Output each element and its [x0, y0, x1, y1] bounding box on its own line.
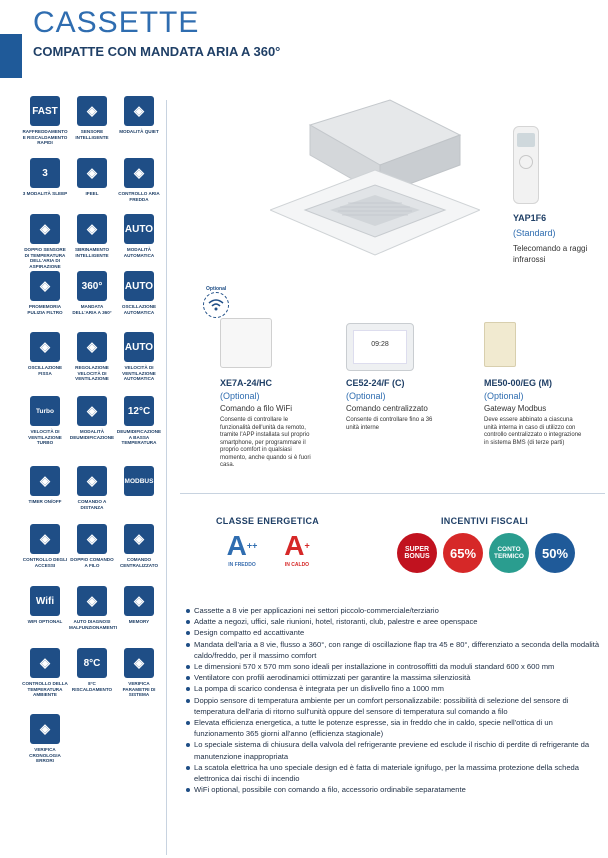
energy-heat-label: IN CALDO	[284, 562, 310, 568]
filter-icon: ◈	[30, 271, 60, 301]
energy-heat-plus: +	[304, 540, 310, 551]
bullet-item: WiFi optional, possibile con comando a filo, accessorio ordinabile separatamente	[186, 784, 604, 795]
energy-cool-grade: A	[226, 530, 247, 561]
feature-item	[69, 271, 115, 315]
feature-label: MODALITÀ QUIET	[119, 129, 159, 134]
central-icon: ◈	[124, 524, 154, 554]
feature-label: CONTROLLO ARIA FREDDA	[118, 191, 160, 202]
feature-item	[22, 158, 68, 197]
feature-item	[116, 332, 162, 382]
accessory-option: (Optional)	[484, 391, 524, 401]
feature-item	[22, 648, 68, 698]
feature-label: DOPPIO SENSORE DI TEMPERATURA DELL'ARIA DI ASPIRAZIONE	[24, 247, 66, 269]
sensor-icon: ◈	[77, 96, 107, 126]
central-controller-image	[346, 323, 414, 371]
feature-item	[116, 524, 162, 568]
feature-label: VELOCITÀ DI VENTILAZIONE AUTOMATICA	[122, 365, 156, 381]
feature-wifi-icon: Wifi	[30, 586, 60, 616]
feature-item	[22, 214, 68, 269]
accessory-desc: Consente di controllare fino a 36 unità interne	[346, 417, 433, 431]
feature-item	[69, 586, 115, 630]
feature-label: TIMER ON/OFF	[28, 499, 62, 504]
accessory-option: (Optional)	[220, 391, 260, 401]
feature-item	[69, 524, 115, 568]
remote-option: (Standard)	[513, 228, 556, 238]
feature-item	[69, 396, 115, 440]
feature-auto-icon: AUTO	[124, 271, 154, 301]
feature-item	[116, 466, 162, 496]
energy-cool-label: IN FREDDO	[228, 562, 256, 568]
feature-label: VERIFICA PARAMETRI DI SISTEMA	[122, 681, 156, 697]
bullet-item: Ventilatore con profili aerodinamici ottimizzati per garantire la massima silenziosità	[186, 672, 604, 683]
accessory-name: Comando a filo WiFi	[220, 404, 293, 413]
accessory-code: XE7A-24/HC	[220, 378, 273, 388]
divider-vertical	[166, 100, 167, 855]
feature-label: AUTO DIAGNOSI MALFUNZIONAMENTI	[69, 619, 117, 630]
bullet-item: Elevata efficienza energetica, a tutte le potenze espresse, sia in freddo che in caldo, specie nell'ottica di un funzionamento 365 giorni all'anno (efficienza stagionale)	[186, 717, 604, 739]
bullet-item: Adatte a negozi, uffici, sale riunioni, hotel, ristoranti, club, palestre e aree openspace	[186, 616, 604, 627]
page-title: CASSETTE	[33, 6, 200, 39]
remote-code: YAP1F6	[513, 213, 547, 223]
feature-3-icon: 3	[30, 158, 60, 188]
quiet-icon: ◈	[124, 96, 154, 126]
feature-bullet-list	[186, 605, 604, 795]
feature-item	[116, 271, 162, 315]
feature-item	[22, 524, 68, 568]
feature-item	[22, 586, 68, 625]
optional-badge-label: Optional	[206, 286, 227, 292]
feature-item	[116, 96, 162, 135]
feature-label: 8°C RISCALDAMENTO	[71, 681, 113, 692]
feature-auto-icon: AUTO	[124, 332, 154, 362]
feature-fast-icon: FAST	[30, 96, 60, 126]
feature-item	[22, 332, 68, 376]
thermo-icon: ◈	[30, 648, 60, 678]
feature-label: VELOCITÀ DI VENTILAZIONE TURBO	[28, 429, 62, 445]
feature-modbus-icon: MODBUS	[124, 466, 154, 496]
autodiag-icon: ◈	[77, 586, 107, 616]
feature-label: CONTROLLO DELLA TEMPERATURA AMBIENTE	[22, 681, 68, 697]
accessory-me50	[484, 378, 594, 447]
bullet-item: Design compatto ed accattivante	[186, 627, 604, 638]
ifeel-icon: ◈	[77, 158, 107, 188]
bullet-item: Cassette a 8 vie per applicazioni nei settori piccolo-commerciale/terziario	[186, 605, 604, 616]
feature-label: CONTROLLO DEGLI ACCESSI	[22, 557, 68, 568]
feature-item	[69, 96, 115, 140]
feature-item	[116, 396, 162, 446]
header-accent-bar	[0, 34, 22, 78]
feature-label: COMANDO CENTRALIZZATO	[119, 557, 159, 568]
feature-item	[116, 648, 162, 698]
feature-12c-icon: 12°C	[124, 396, 154, 426]
remote-icon: ◈	[77, 466, 107, 496]
check-icon: ◈	[124, 648, 154, 678]
bullet-item: La scatola elettrica ha uno speciale design ed è fatta di materiale ignifugo, per la massima protezione della scheda elettronica dai rischi di incendio	[186, 762, 604, 784]
feature-label: WIFI OPTIONAL	[27, 619, 63, 624]
error-icon: ◈	[30, 714, 60, 744]
feature-label: REGOLAZIONE VELOCITÀ DI VENTILAZIONE	[75, 365, 109, 381]
feature-label: VERIFICA CRONOLOGIA ERRORI	[29, 747, 61, 763]
bullet-item: Lo speciale sistema di chiusura della valvola del refrigerante previene ed esclude il rischio di perdite di refrigerante da manutenzione inappropriata	[186, 739, 604, 761]
cold-air-icon: ◈	[124, 158, 154, 188]
feature-item	[22, 271, 68, 315]
page-subtitle: COMPATTE CON MANDATA ARIA A 360°	[33, 44, 281, 59]
swing-icon: ◈	[30, 332, 60, 362]
central-controller-screen: 09:28	[353, 330, 407, 364]
feature-label: MODALITÀ AUTOMATICA	[123, 247, 155, 258]
energy-heat-grade: A	[284, 530, 305, 561]
incentive-65-badge: 65%	[443, 533, 483, 573]
ir-remote-image	[513, 126, 539, 204]
dehumid-icon: ◈	[77, 214, 107, 244]
feature-label: DOPPIO COMANDO A FILO	[70, 557, 114, 568]
feature-item	[22, 396, 68, 446]
feature-item	[22, 96, 68, 146]
accessory-desc: Consente di controllare le funzionalità dell'unità da remoto, tramite l'APP installata sul proprio smartphone, per programmare il proprio comfort in qualsiasi momento, anche quando si è fuori casa.	[220, 417, 311, 468]
feature-item	[22, 714, 68, 764]
divider-horizontal	[180, 493, 605, 494]
accessory-ce52	[346, 378, 456, 432]
feature-label: OSCILLAZIONE AUTOMATICA	[121, 304, 157, 315]
timer-icon: ◈	[30, 466, 60, 496]
feature-label: RAFFREDDAMENTO E RISCALDAMENTO RAPIDI	[22, 129, 68, 145]
feature-label: 3 MODALITÀ SLEEP	[22, 191, 68, 196]
feature-label: MANDATA DELL'ARIA A 360°	[72, 304, 112, 315]
feature-label: SBRINAMENTO INTELLIGENTE	[74, 247, 110, 258]
feature-label: SENSORE INTELLIGENTE	[75, 129, 109, 140]
feature-label: PROMEMORIA PULIZIA FILTRO	[27, 304, 63, 315]
accessory-option: (Optional)	[346, 391, 386, 401]
accessory-code: CE52-24/F (C)	[346, 378, 405, 388]
memory-icon: ◈	[124, 586, 154, 616]
accessory-name: Comando centralizzato	[346, 404, 428, 413]
feature-auto-icon: AUTO	[124, 214, 154, 244]
feature-item	[69, 648, 115, 692]
wifi-icon	[208, 299, 224, 311]
feature-label: MEMORY	[128, 619, 150, 624]
bullet-item: La pompa di scarico condensa è integrata per un dislivello fino a 1000 mm	[186, 683, 604, 694]
feature-item	[69, 332, 115, 382]
wired-controller-image	[220, 318, 272, 368]
incentive-50-badge: 50%	[535, 533, 575, 573]
energy-heat	[277, 530, 317, 568]
double-remote-icon: ◈	[77, 524, 107, 554]
wifi-optional-badge	[203, 292, 229, 318]
cassette-unit-image	[270, 95, 480, 265]
dehumid2-icon: ◈	[77, 396, 107, 426]
feature-8c-icon: 8°C	[77, 648, 107, 678]
bullet-item: Doppio sensore di temperatura ambiente per un comfort personalizzabile: possibilità di selezione del sensore di temperatura dell'aria di ritorno sull'unità oppure del sensore di temperatura sul comando a filo	[186, 695, 604, 717]
energy-cool	[222, 530, 262, 568]
incentives-title: INCENTIVI FISCALI	[441, 516, 529, 526]
superbonus-badge: SUPER BONUS	[397, 533, 437, 573]
fan-icon: ◈	[77, 332, 107, 362]
feature-label: OSCILLAZIONE FISSA	[27, 365, 63, 376]
feature-label: IFEEL	[85, 191, 99, 196]
energy-class-title: CLASSE ENERGETICA	[216, 516, 320, 526]
remote-name: Telecomando a raggi infrarossi	[513, 244, 588, 264]
text-icon: ◈	[30, 214, 60, 244]
bullet-item: Le dimensioni 570 x 570 mm sono ideali per installazione in controsoffitti da moduli standard 600 x 600 mm	[186, 661, 604, 672]
feature-label: MODALITÀ DEUMIDIFICAZIONE	[69, 429, 115, 440]
feature-item	[69, 214, 115, 258]
feature-item	[116, 214, 162, 258]
feature-item	[116, 158, 162, 202]
access-icon: ◈	[30, 524, 60, 554]
feature-item	[69, 466, 115, 510]
accessory-xe7a	[220, 378, 330, 470]
modbus-gateway-image	[484, 322, 516, 367]
accessory-code: ME50-00/EG (M)	[484, 378, 553, 388]
feature-360-icon: 360°	[77, 271, 107, 301]
energy-cool-plus: ++	[246, 540, 258, 551]
conto-termico-badge: CONTO TERMICO	[489, 533, 529, 573]
accessory-desc: Deve essere abbinato a ciascuna unità interna in caso di utilizzo con controllo centralizzato o integrazione in sistema BMS (di terze parti)	[484, 417, 582, 446]
feature-label: COMANDO A DISTANZA	[77, 499, 107, 510]
feature-item	[22, 466, 68, 505]
feature-item	[69, 158, 115, 197]
accessory-name: Gateway Modbus	[484, 404, 547, 413]
feature-label: DEUMIDIFICAZIONE A BASSA TEMPERATURA	[116, 429, 162, 445]
feature-item	[116, 586, 162, 625]
feature-turbo-icon: Turbo	[30, 396, 60, 426]
bullet-item: Mandata dell'aria a 8 vie, flusso a 360°, con range di oscillazione flap tra 45 e 80°, differenziato a seconda della modalità caldo/freddo, per il massimo comfort	[186, 639, 604, 661]
